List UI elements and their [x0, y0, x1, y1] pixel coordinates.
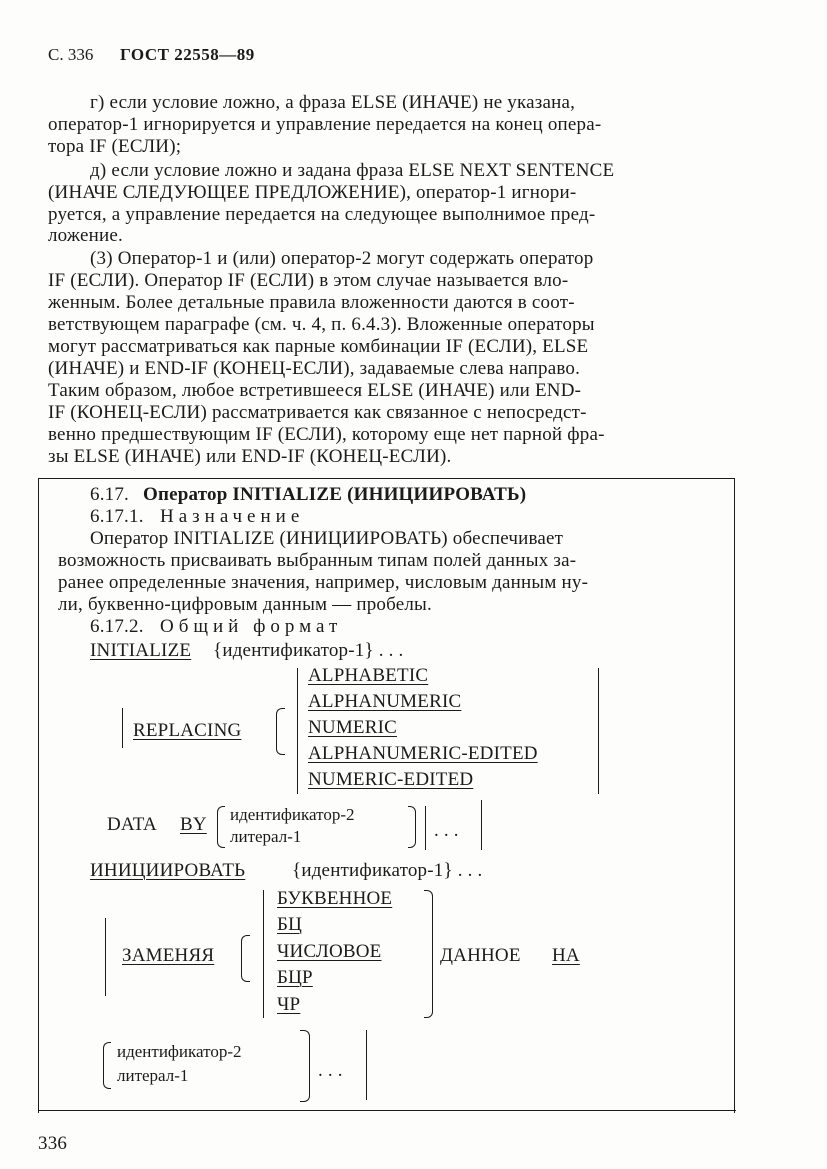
- standard-name: ГОСТ 22558—89: [120, 45, 255, 64]
- option-numeric-edited: NUMERIC-EDITED: [308, 769, 474, 790]
- subsection-title: Назначение: [160, 506, 305, 527]
- keyword-initialize: INITIALIZE: [90, 640, 192, 661]
- text-line: ложение.: [48, 225, 123, 246]
- option-alphabetic: ALPHABETIC: [308, 665, 429, 686]
- repeat-bar: [425, 806, 426, 850]
- text-line: IF (КОНЕЦ-ЕСЛИ) рассматривается как связанное с непосредст-: [48, 402, 587, 423]
- subsection-number: 6.17.2.: [90, 616, 144, 637]
- text-line: (3) Оператор-1 и (или) оператор-2 могут содержать оператор: [90, 248, 594, 269]
- text-line: женным. Более детальные правила вложенности даются в соот-: [48, 292, 575, 313]
- page-number: 336: [38, 1133, 68, 1154]
- text-line: венно предшествующим IF (ЕСЛИ), которому еще нет парной фра-: [48, 424, 605, 445]
- choice-bar-left: [263, 890, 264, 1018]
- option-chislovoe: ЧИСЛОВОЕ: [277, 941, 382, 962]
- option-alphanumeric: ALPHANUMERIC: [308, 691, 462, 712]
- keyword-na: НА: [552, 945, 580, 966]
- text-line: возможность присваивать выбранным типам полей данных за-: [58, 550, 577, 571]
- text-line: ранее определенные значения, например, числовым данным ну-: [58, 572, 589, 593]
- ellipsis: . . .: [318, 1060, 343, 1081]
- keyword-initsiirovat: ИНИЦИИРОВАТЬ: [90, 860, 246, 881]
- operand-identifier: {идентификатор-1} . . .: [292, 860, 483, 881]
- option-chr: ЧР: [277, 994, 301, 1015]
- keyword-by: BY: [180, 814, 207, 835]
- optional-bracket-right: [366, 1030, 367, 1100]
- page-reference: С. 336: [48, 45, 94, 64]
- by-literal: литерал-1: [230, 827, 302, 846]
- option-btsr: БЦР: [277, 967, 313, 988]
- choice-bar-left: [297, 668, 298, 794]
- text-line: Оператор INITIALIZE (ИНИЦИИРОВАТЬ) обеспечивает: [90, 528, 564, 549]
- text-line: Таким образом, любое встретившееся ELSE (ИНАЧЕ) или END-: [48, 380, 582, 401]
- text-line: ветствующем параграфе (см. ч. 4, п. 6.4.3). Вложенные операторы: [48, 314, 595, 335]
- choice-bar-right: [598, 668, 599, 794]
- by-literal: литерал-1: [117, 1066, 189, 1085]
- brace-right: [408, 806, 416, 848]
- subsection-number: 6.17.1.: [90, 506, 144, 527]
- option-numeric: NUMERIC: [308, 717, 398, 738]
- text-line: ли, буквенно-цифровым данным — пробелы.: [58, 594, 432, 615]
- operand-identifier: {идентификатор-1} . . .: [213, 640, 404, 661]
- brace-left: [276, 708, 285, 755]
- text-line: г) если условие ложно, а фраза ELSE (ИНАЧЕ) не указана,: [90, 92, 576, 113]
- text-line: могут рассматриваться как парные комбинации IF (ЕСЛИ), ELSE: [48, 336, 589, 357]
- optional-bracket-right: [481, 800, 482, 850]
- by-identifier: идентификатор-2: [230, 805, 355, 824]
- text-line: (ИНАЧЕ) и END-IF (КОНЕЦ-ЕСЛИ), задаваемые слева направо.: [48, 358, 581, 379]
- option-alphanumeric-edited: ALPHANUMERIC-EDITED: [308, 743, 538, 764]
- keyword-replacing: REPLACING: [133, 720, 242, 741]
- keyword-data: DATA: [107, 814, 157, 835]
- text-line: д) если условие ложно и задана фраза ELSE NEXT SENTENCE: [90, 160, 615, 181]
- brace-left: [217, 806, 225, 848]
- optional-bracket-left: [105, 918, 106, 996]
- by-identifier: идентификатор-2: [117, 1042, 242, 1061]
- keyword-dannoe: ДАННОЕ: [440, 945, 521, 966]
- brace-left: [103, 1042, 111, 1089]
- text-line: зы ELSE (ИНАЧЕ) или END-IF (КОНЕЦ-ЕСЛИ).: [48, 446, 452, 467]
- section-title: Оператор INITIALIZE (ИНИЦИИРОВАТЬ): [143, 484, 527, 505]
- option-bts: БЦ: [277, 914, 303, 935]
- option-bukvennoe: БУКВЕННОЕ: [277, 888, 393, 909]
- subsection-title: Общий формат: [160, 616, 343, 637]
- frame-bottom: [38, 1110, 736, 1111]
- section-number: 6.17.: [90, 484, 129, 505]
- text-line: IF (ЕСЛИ). Оператор IF (ЕСЛИ) в этом случае называется вло-: [48, 270, 569, 291]
- text-line: оператор-1 игнорируется и управление передается на конец опера-: [48, 114, 602, 135]
- text-line: тора IF (ЕСЛИ);: [48, 136, 182, 157]
- ellipsis: . . .: [434, 820, 459, 841]
- optional-bracket-left: [122, 708, 123, 748]
- text-line: руется, а управление передается на следующее выполнимое пред-: [48, 204, 596, 225]
- brace-left: [241, 935, 250, 982]
- text-line: (ИНАЧЕ СЛЕДУЮЩЕЕ ПРЕДЛОЖЕНИЕ), оператор-1 игнори-: [48, 182, 577, 203]
- brace-right: [300, 1030, 310, 1102]
- brace-right: [424, 890, 433, 1018]
- keyword-zamenyaya: ЗАМЕНЯЯ: [122, 945, 215, 966]
